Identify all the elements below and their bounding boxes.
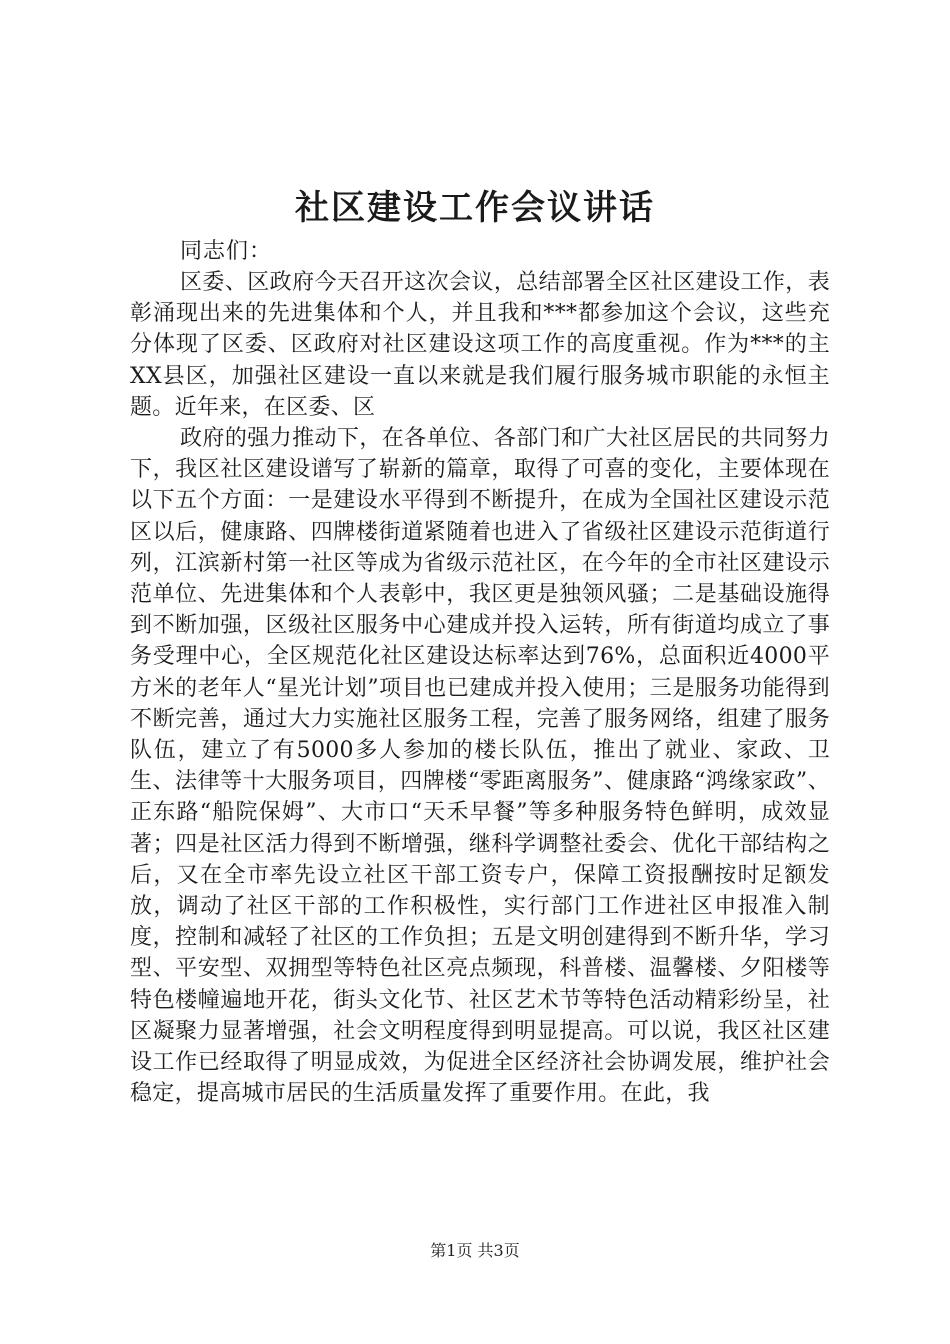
- document-title: 社区建设工作会议讲话: [295, 188, 655, 228]
- document-body: [130, 236, 830, 1109]
- salutation: 同志们：: [180, 239, 273, 264]
- page-footer: 第1页 共3页: [430, 1241, 520, 1260]
- paragraph-2: 政府的强力推动下，在各单位、各部门和广大社区居民的共同努力下，我区社区建设谱写了崭新的篇章，取得了可喜的变化，主要体现在以下五个方面：一是建设水平得到不断提升，在成为全国社区建设示范区以后，健康路、四牌楼街道紧随着也进入了省级社区建设示范街道行列，江滨新村第一社区等成为省级示范社区，在今年的全市社区建设示范单位、先进集体和个人表彰中，我区更是独领风骚；二是基础设施得到不断加强，区级社区服务中心建成并投入运转，所有街道均成立了事务受理中心，全区规范化社区建设达标率达到76%，总面积近4000平方米的老年人“星光计划”项目也已建成并投入使用；三是服务功能得到不断完善，通过大力实施社区服务工程，完善了服务网络，组建了服务队伍，建立了有5000多人参加的楼长队伍，推出了就业、家政、卫生、法律等十大服务项目，四牌楼“零距离服务”、健康路“鸿缘家政”、正东路“船院保姆”、大市口“天禾早餐”等多种服务特色鲜明，成效显著；四是社区活力得到不断增强，继科学调整社委会、优化干部结构之后，又在全市率先设立社区干部工资专户，保障工资报酬按时足额发放，调动了社区干部的工作积极性，实行部门工作进社区申报准入制度，控制和减轻了社区的工作负担；五是文明创建得到不断升华，学习型、平安型、双拥型等特色社区亮点频现，科普楼、温馨楼、夕阳楼等特色楼幢遍地开花，街头文化节、社区艺术节等特色活动精彩纷呈，社区凝聚力显著增强，社会文明程度得到明显提高。可以说，我区社区建设工作已经取得了明显成效，为促进全区经济社会协调发展，维护社会稳定，提高城市居民的生活质量发挥了重要作用。在此，我: [130, 426, 830, 1107]
- paragraph-1: 区委、区政府今天召开这次会议，总结部署全区社区建设工作，表彰涌现出来的先进集体和个人，并且我和***都参加这个会议，这些充分体现了区委、区政府对社区建设这项工作的高度重视。作为***的主XX县区，加强社区建设一直以来就是我们履行服务城市职能的永恒主题。近年来，在区委、区: [130, 270, 830, 420]
